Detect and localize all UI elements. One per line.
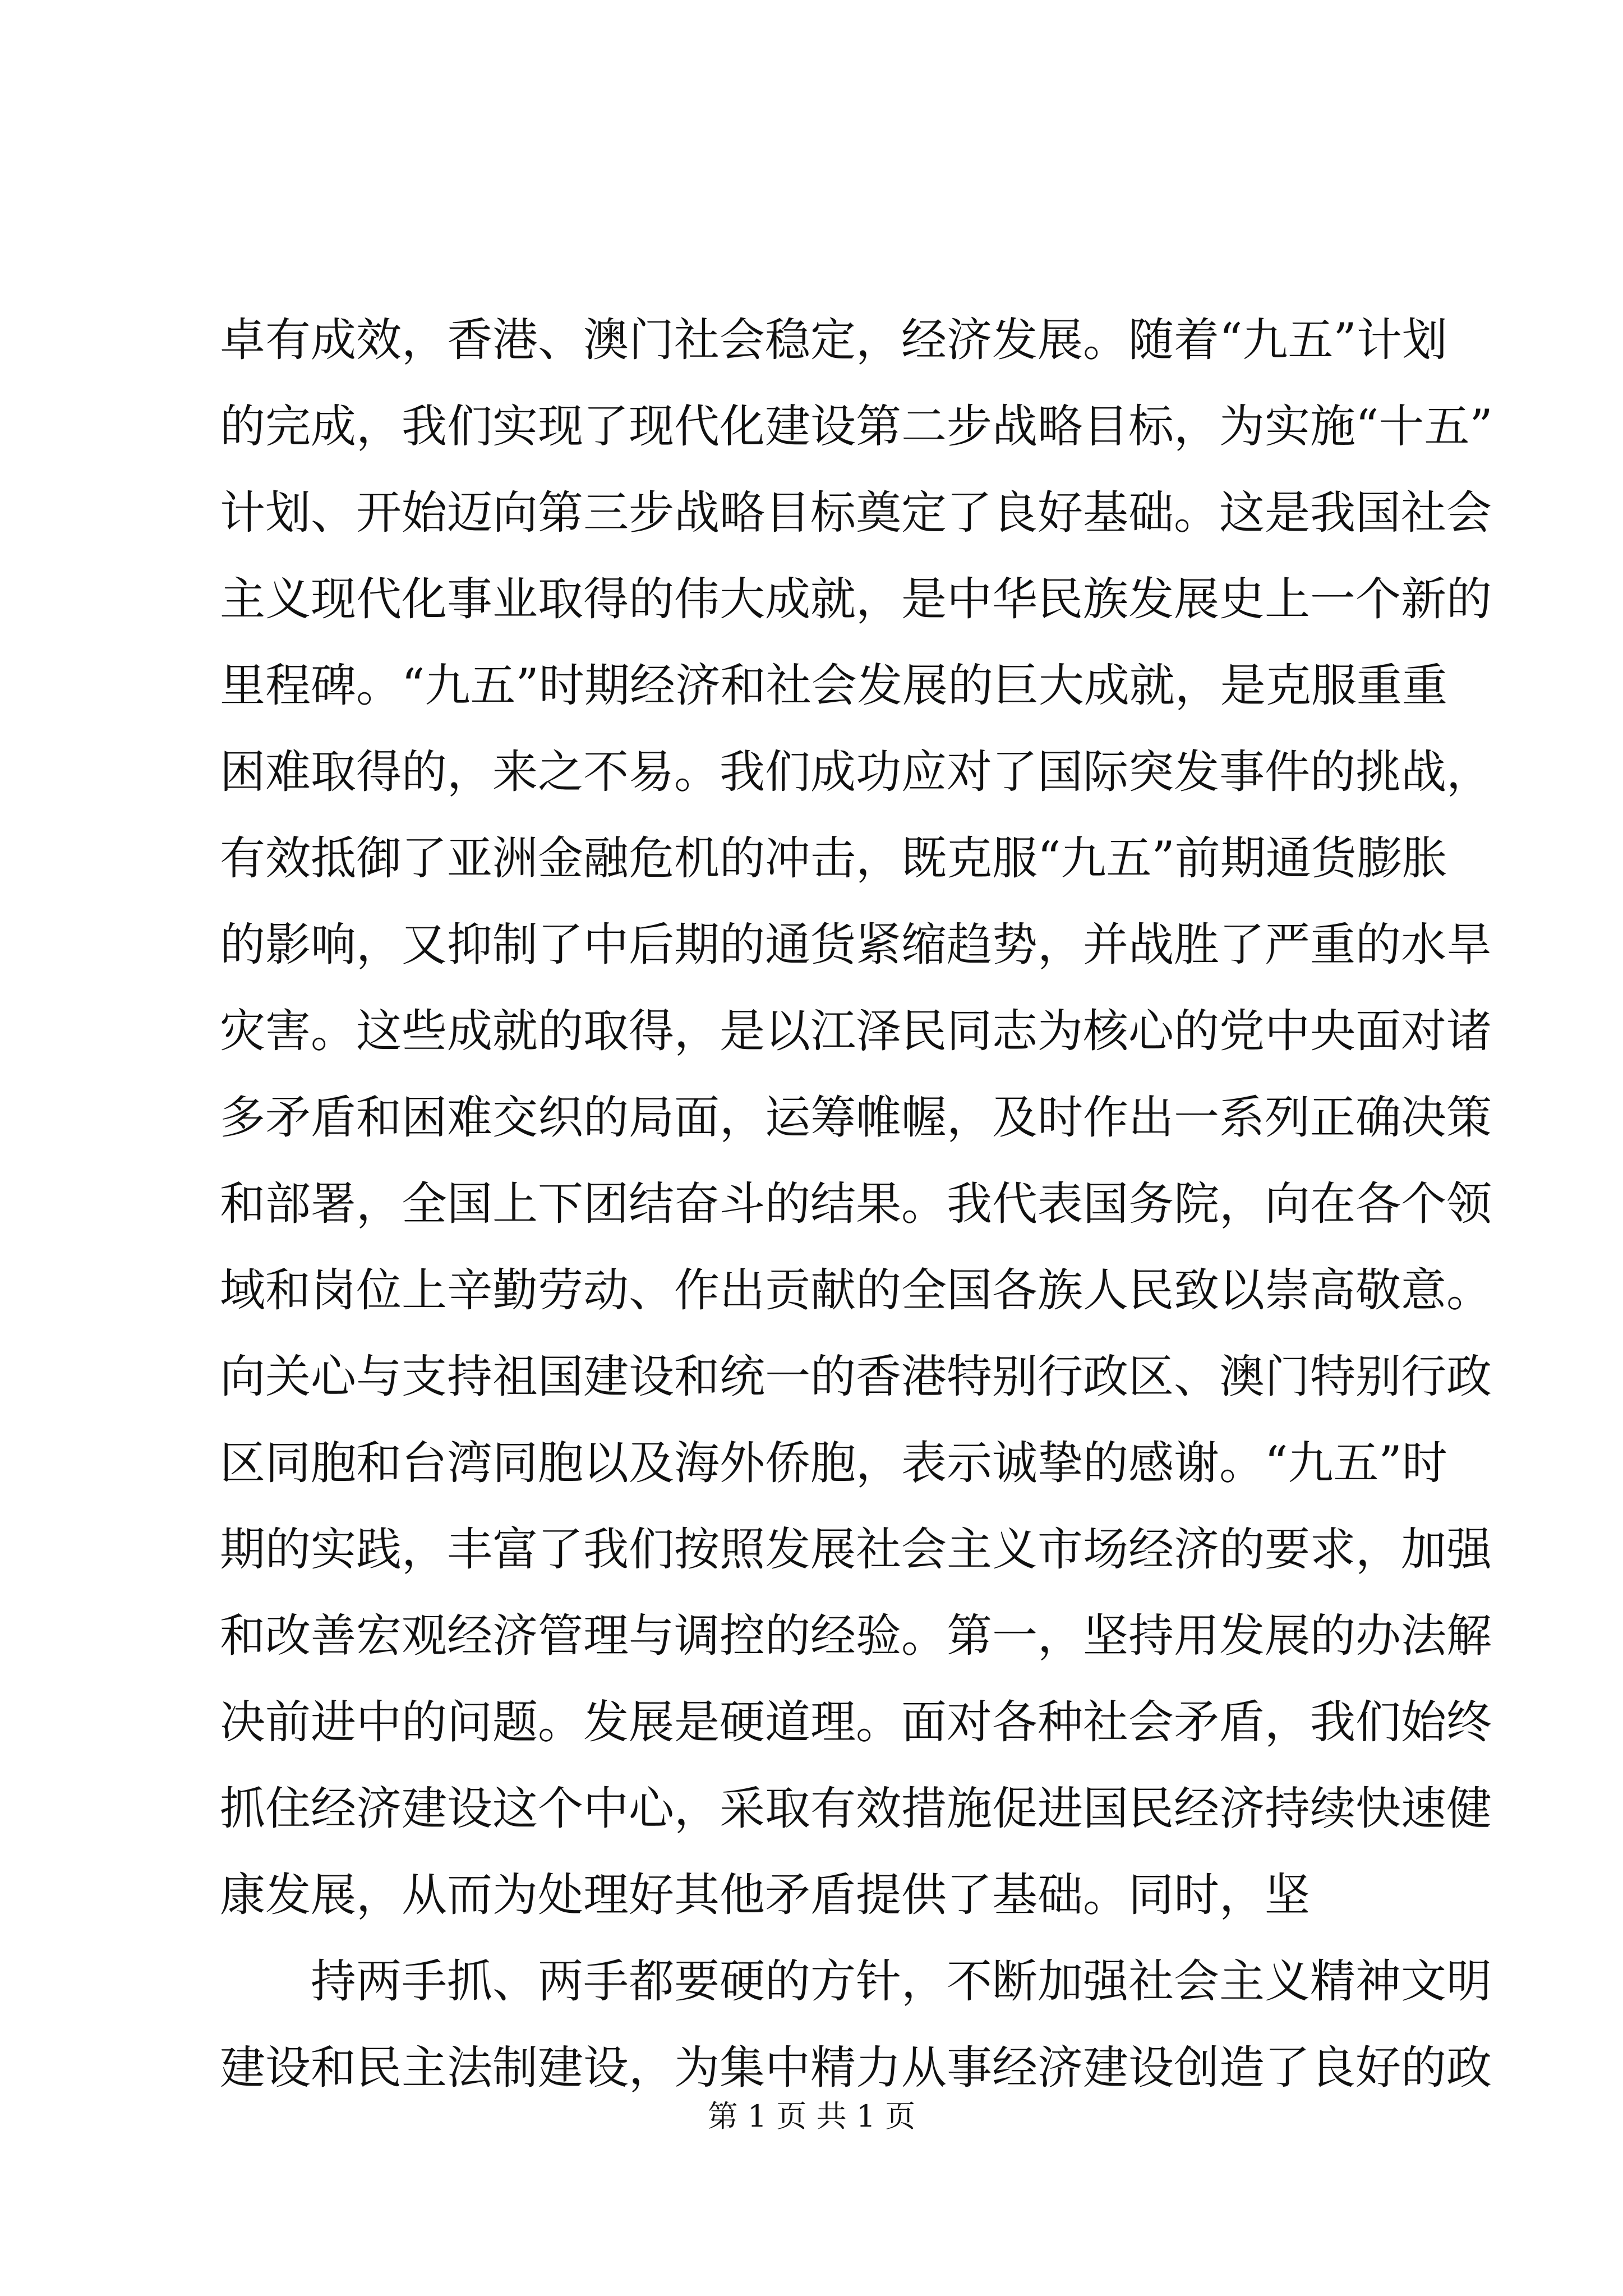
text-line: 域和岗位上辛勤劳动、作出贡献的全国各族人民致以崇高敬意。	[220, 1264, 1492, 1317]
paragraph-first-line: 持两手抓、两手都要硬的方针，不断加强社会主义精神文明	[311, 1955, 1492, 2008]
text-line: 康发展，从而为处理好其他矛盾提供了基础。同时，坚	[220, 1869, 1311, 1922]
text-line: 向关心与支持祖国建设和统一的香港特别行政区、澳门特别行政	[220, 1351, 1492, 1404]
text-line: 主义现代化事业取得的伟大成就，是中华民族发展史上一个新的	[220, 573, 1492, 626]
text-line: 计划、开始迈向第三步战略目标奠定了良好基础。这是我国社会	[220, 487, 1492, 540]
text-line: 里程碑。“九五”时期经济和社会发展的巨大成就，是克服重重	[220, 660, 1447, 712]
text-line: 区同胞和台湾同胞以及海外侨胞，表示诚挚的感谢。“九五”时	[220, 1437, 1447, 1490]
text-line: 的完成，我们实现了现代化建设第二步战略目标，为实施“十五”	[220, 401, 1493, 453]
text-line: 的影响，又抑制了中后期的通货紧缩趋势，并战胜了严重的水旱	[220, 919, 1492, 972]
text-line: 和改善宏观经济管理与调控的经验。第一，坚持用发展的办法解	[220, 1610, 1492, 1663]
text-line: 有效抵御了亚洲金融危机的冲击，既克服“九五”前期通货膨胀	[220, 832, 1447, 885]
text-line: 卓有成效，香港、澳门社会稳定，经济发展。随着“九五”计划	[220, 314, 1447, 367]
text-line: 抓住经济建设这个中心，采取有效措施促进国民经济持续快速健	[220, 1783, 1492, 1835]
text-line: 期的实践，丰富了我们按照发展社会主义市场经济的要求，加强	[220, 1524, 1492, 1576]
body-text	[220, 297, 1493, 2111]
text-line: 和部署，全国上下团结奋斗的结果。我代表国务院，向在各个领	[220, 1178, 1492, 1231]
text-line: 决前进中的问题。发展是硬道理。面对各种社会矛盾，我们始终	[220, 1696, 1492, 1749]
text-line: 灾害。这些成就的取得，是以江泽民同志为核心的党中央面对诸	[220, 1005, 1492, 1058]
text-line: 困难取得的，来之不易。我们成功应对了国际突发事件的挑战，	[220, 746, 1492, 799]
text-line: 多矛盾和困难交织的局面，运筹帷幄，及时作出一系列正确决策	[220, 1092, 1492, 1144]
page-footer: 第 1 页 共 1 页	[707, 2099, 916, 2134]
text-line: 建设和民主法制建设，为集中精力从事经济建设创造了良好的政	[220, 2042, 1492, 2095]
